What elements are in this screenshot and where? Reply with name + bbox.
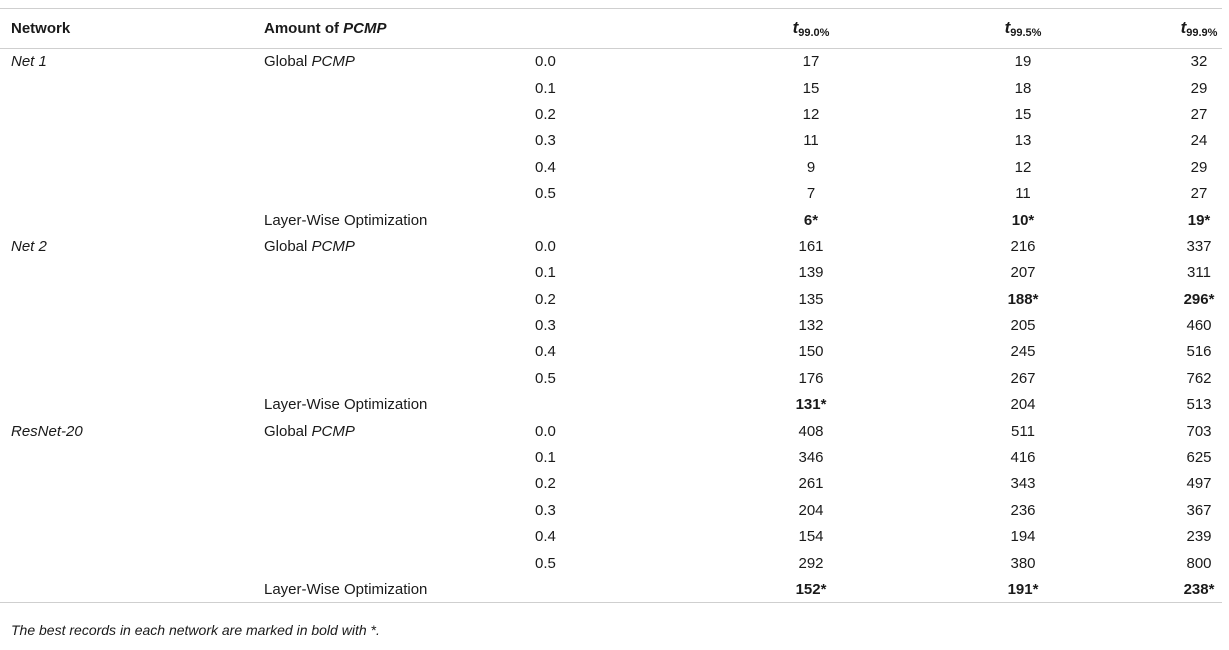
table-row bbox=[0, 233, 1222, 259]
table-row bbox=[0, 339, 1222, 365]
cell-t99-0 bbox=[655, 154, 823, 180]
cell-t99-5 bbox=[823, 128, 1049, 154]
cell-pcmp-value: 0.3 bbox=[535, 317, 556, 335]
header-amount-prefix: Amount of bbox=[264, 20, 344, 37]
cell-t99-5-text: 205 bbox=[1010, 317, 1036, 335]
cell-t99-0-text: 12 bbox=[802, 105, 820, 123]
cell-t99-5 bbox=[823, 550, 1049, 576]
cell-t99-5-text: 19 bbox=[1014, 53, 1032, 71]
cell-network bbox=[0, 101, 264, 127]
cell-t99-0 bbox=[655, 312, 823, 338]
cell-network: Net 2 bbox=[11, 237, 47, 255]
cell-t99-0 bbox=[655, 365, 823, 391]
cell-amount-text: Layer-Wise Optimization bbox=[264, 580, 428, 598]
table-row bbox=[0, 101, 1222, 127]
cell-t99-5 bbox=[823, 576, 1049, 602]
header-amount bbox=[264, 9, 535, 49]
cell-t99-9 bbox=[1049, 180, 1222, 206]
cell-network bbox=[0, 392, 264, 418]
table-row bbox=[0, 207, 1222, 233]
cell-pcmp-value: 0.0 bbox=[535, 237, 556, 255]
cell-t99-9-text: 703 bbox=[1186, 422, 1212, 440]
cell-amount bbox=[264, 49, 535, 75]
cell-pcmp-value: 0.1 bbox=[535, 449, 556, 467]
cell-amount bbox=[264, 550, 535, 576]
table-row bbox=[0, 576, 1222, 602]
cell-t99-0 bbox=[655, 418, 823, 444]
cell-t99-0-text: 176 bbox=[798, 369, 824, 387]
table-body bbox=[0, 49, 1222, 603]
cell-amount-italic: PCMP bbox=[311, 422, 355, 440]
cell-t99-0 bbox=[655, 180, 823, 206]
table-row bbox=[0, 75, 1222, 101]
cell-t99-5-text: 216 bbox=[1010, 237, 1036, 255]
cell-t99-9 bbox=[1049, 524, 1222, 550]
cell-t99-9-text: 337 bbox=[1186, 237, 1212, 255]
cell-t99-5-text: 511 bbox=[1011, 422, 1035, 440]
cell-t99-5-text: 11 bbox=[1015, 185, 1031, 203]
cell-t99-5 bbox=[823, 524, 1049, 550]
cell-t99-5 bbox=[823, 154, 1049, 180]
cell-amount bbox=[264, 497, 535, 523]
cell-t99-9-text: 239 bbox=[1186, 528, 1212, 546]
table-row bbox=[0, 260, 1222, 286]
cell-network bbox=[0, 312, 264, 338]
table-header bbox=[0, 9, 1222, 49]
cell-t99-5-text: 18 bbox=[1014, 79, 1032, 97]
cell-amount bbox=[264, 154, 535, 180]
table-row bbox=[0, 444, 1222, 470]
table-row bbox=[0, 312, 1222, 338]
cell-t99-0 bbox=[655, 233, 823, 259]
cell-t99-9-text: 311 bbox=[1187, 264, 1211, 282]
cell-amount bbox=[264, 471, 535, 497]
cell-pcmp-value: 0.4 bbox=[535, 158, 556, 176]
header-network: Network bbox=[0, 9, 264, 49]
cell-pcmp-value: 0.0 bbox=[535, 422, 556, 440]
table-row bbox=[0, 497, 1222, 523]
cell-t99-9 bbox=[1049, 576, 1222, 602]
cell-network bbox=[0, 207, 264, 233]
cell-t99-0 bbox=[655, 576, 827, 602]
cell-amount bbox=[264, 233, 535, 259]
cell-t99-9-text: 800 bbox=[1186, 554, 1212, 572]
cell-t99-5-text: 204 bbox=[1010, 396, 1036, 414]
cell-t99-0-text: 139 bbox=[798, 264, 824, 282]
cell-amount bbox=[264, 260, 535, 286]
cell-t99-5 bbox=[823, 497, 1049, 523]
cell-t99-9-text: 296* bbox=[1183, 290, 1215, 308]
cell-network bbox=[0, 128, 264, 154]
cell-t99-0 bbox=[655, 444, 823, 470]
cell-network bbox=[0, 154, 264, 180]
cell-t99-5-text: 343 bbox=[1010, 475, 1036, 493]
cell-t99-0-text: 132 bbox=[798, 317, 824, 335]
cell-t99-9 bbox=[1049, 260, 1222, 286]
table-row bbox=[0, 550, 1222, 576]
cell-t99-5-text: 12 bbox=[1014, 158, 1032, 176]
cell-pcmp-value: 0.1 bbox=[535, 79, 556, 97]
cell-t99-0-text: 131* bbox=[795, 396, 827, 414]
cell-t99-0-text: 261 bbox=[798, 475, 824, 493]
cell-amount bbox=[264, 444, 535, 470]
cell-t99-9 bbox=[1049, 101, 1222, 127]
cell-t99-5-text: 15 bbox=[1014, 105, 1032, 123]
cell-t99-9 bbox=[1049, 418, 1222, 444]
cell-t99-5-text: 267 bbox=[1010, 369, 1036, 387]
cell-pcmp-value: 0.2 bbox=[535, 475, 556, 493]
cell-t99-9 bbox=[1049, 365, 1222, 391]
cell-amount bbox=[264, 524, 535, 550]
cell-t99-0 bbox=[655, 75, 823, 101]
cell-t99-5-text: 245 bbox=[1010, 343, 1036, 361]
cell-network bbox=[0, 444, 264, 470]
cell-t99-5 bbox=[823, 286, 1049, 312]
cell-t99-5 bbox=[823, 49, 1049, 75]
header-t2-sub: 99.5% bbox=[1010, 27, 1042, 39]
cell-t99-9-text: 32 bbox=[1190, 53, 1208, 71]
results-table bbox=[0, 8, 1222, 603]
cell-t99-9-text: 460 bbox=[1186, 317, 1212, 335]
header-t3-symbol: t bbox=[1180, 18, 1187, 37]
table-row bbox=[0, 154, 1222, 180]
header-row bbox=[0, 9, 1222, 49]
cell-network bbox=[0, 365, 264, 391]
cell-amount bbox=[264, 339, 535, 365]
cell-t99-9-text: 19* bbox=[1187, 211, 1211, 229]
cell-t99-0 bbox=[655, 497, 823, 523]
cell-amount bbox=[264, 180, 535, 206]
cell-t99-9-text: 29 bbox=[1190, 158, 1208, 176]
cell-t99-9-text: 24 bbox=[1190, 132, 1208, 150]
cell-amount-text: Global bbox=[264, 237, 308, 255]
cell-t99-5 bbox=[823, 339, 1049, 365]
header-t99-9 bbox=[1049, 9, 1222, 49]
cell-t99-9 bbox=[1049, 286, 1222, 312]
cell-t99-0 bbox=[655, 471, 823, 497]
cell-t99-9 bbox=[1049, 75, 1222, 101]
cell-t99-0 bbox=[655, 49, 823, 75]
cell-amount bbox=[264, 101, 535, 127]
cell-amount-text: Global bbox=[264, 422, 308, 440]
table-row bbox=[0, 49, 1222, 75]
header-t99-0 bbox=[655, 9, 830, 49]
cell-t99-5-text: 13 bbox=[1014, 132, 1032, 150]
cell-t99-5 bbox=[823, 101, 1049, 127]
table-footnote: The best records in each network are marked in bold with *. bbox=[11, 622, 380, 638]
cell-pcmp-value: 0.0 bbox=[535, 53, 556, 71]
cell-pcmp-value: 0.4 bbox=[535, 343, 556, 361]
cell-t99-9 bbox=[1049, 550, 1222, 576]
cell-t99-5-text: 188* bbox=[1007, 290, 1039, 308]
cell-network bbox=[0, 260, 264, 286]
table-row bbox=[0, 180, 1222, 206]
header-amount-italic: PCMP bbox=[343, 20, 387, 37]
cell-t99-9-text: 238* bbox=[1183, 580, 1215, 598]
cell-amount-text: Global bbox=[264, 53, 308, 71]
cell-t99-9 bbox=[1049, 312, 1222, 338]
cell-amount-text: Layer-Wise Optimization bbox=[264, 396, 428, 414]
cell-t99-5 bbox=[823, 418, 1049, 444]
cell-network bbox=[0, 75, 264, 101]
cell-t99-0-text: 292 bbox=[798, 554, 824, 572]
cell-t99-5-text: 416 bbox=[1010, 449, 1036, 467]
cell-pcmp-value bbox=[535, 576, 655, 602]
cell-pcmp-value: 0.2 bbox=[535, 290, 556, 308]
cell-amount bbox=[264, 286, 535, 312]
cell-pcmp-value bbox=[535, 207, 655, 233]
cell-amount bbox=[264, 207, 535, 233]
cell-network bbox=[0, 524, 264, 550]
cell-t99-0-text: 154 bbox=[798, 528, 824, 546]
cell-t99-9 bbox=[1049, 392, 1222, 418]
table-row bbox=[0, 128, 1222, 154]
cell-amount-text: Layer-Wise Optimization bbox=[264, 211, 428, 229]
cell-t99-0-text: 15 bbox=[802, 79, 820, 97]
cell-t99-5-text: 10* bbox=[1011, 211, 1035, 229]
cell-t99-5 bbox=[823, 312, 1049, 338]
cell-t99-0-text: 9 bbox=[806, 158, 816, 176]
cell-network bbox=[0, 339, 264, 365]
cell-t99-0 bbox=[655, 339, 823, 365]
cell-t99-5 bbox=[823, 392, 1049, 418]
cell-t99-9-text: 27 bbox=[1190, 185, 1208, 203]
header-t2-symbol: t bbox=[1004, 18, 1011, 37]
cell-t99-5-text: 194 bbox=[1010, 528, 1036, 546]
cell-t99-0-text: 135 bbox=[798, 290, 824, 308]
cell-amount bbox=[264, 128, 535, 154]
cell-t99-0-text: 7 bbox=[806, 185, 816, 203]
table-row bbox=[0, 392, 1222, 418]
cell-t99-0-text: 346 bbox=[798, 449, 824, 467]
cell-network bbox=[0, 550, 264, 576]
table-row bbox=[0, 524, 1222, 550]
cell-network: Net 1 bbox=[11, 53, 47, 71]
cell-t99-9 bbox=[1049, 497, 1222, 523]
header-value bbox=[535, 9, 655, 49]
cell-t99-0-text: 6* bbox=[803, 211, 819, 229]
cell-t99-0 bbox=[655, 286, 823, 312]
cell-amount-italic: PCMP bbox=[311, 53, 355, 71]
header-t3-sub: 99.9% bbox=[1186, 27, 1218, 39]
cell-amount bbox=[264, 392, 535, 418]
cell-pcmp-value: 0.1 bbox=[535, 264, 556, 282]
cell-pcmp-value: 0.3 bbox=[535, 501, 556, 519]
cell-amount-italic: PCMP bbox=[311, 237, 355, 255]
cell-t99-0 bbox=[655, 128, 823, 154]
table-row bbox=[0, 418, 1222, 444]
cell-pcmp-value: 0.3 bbox=[535, 132, 556, 150]
cell-t99-0-text: 161 bbox=[798, 237, 824, 255]
cell-pcmp-value: 0.5 bbox=[535, 369, 556, 387]
cell-t99-5 bbox=[823, 233, 1049, 259]
cell-pcmp-value: 0.2 bbox=[535, 105, 556, 123]
cell-t99-9-text: 27 bbox=[1190, 105, 1208, 123]
cell-t99-0 bbox=[655, 207, 823, 233]
table-row bbox=[0, 365, 1222, 391]
cell-amount bbox=[264, 576, 535, 602]
cell-t99-0-text: 152* bbox=[795, 580, 827, 598]
cell-t99-5 bbox=[823, 180, 1049, 206]
cell-t99-0-text: 17 bbox=[802, 53, 820, 71]
cell-t99-0 bbox=[655, 101, 823, 127]
cell-t99-5-text: 380 bbox=[1010, 554, 1036, 572]
cell-amount bbox=[264, 75, 535, 101]
cell-amount bbox=[264, 418, 535, 444]
cell-network: ResNet-20 bbox=[11, 422, 83, 440]
cell-t99-9-text: 516 bbox=[1186, 343, 1212, 361]
cell-t99-5 bbox=[823, 471, 1049, 497]
cell-network bbox=[0, 180, 264, 206]
cell-t99-9-text: 497 bbox=[1186, 475, 1212, 493]
cell-t99-5 bbox=[823, 75, 1049, 101]
cell-t99-9-text: 513 bbox=[1186, 396, 1212, 414]
cell-pcmp-value: 0.5 bbox=[535, 554, 556, 572]
cell-t99-5-text: 236 bbox=[1010, 501, 1036, 519]
cell-t99-0 bbox=[655, 550, 823, 576]
cell-t99-5 bbox=[823, 260, 1049, 286]
cell-network bbox=[0, 286, 264, 312]
cell-t99-0-text: 150 bbox=[798, 343, 824, 361]
header-t1-sub: 99.0% bbox=[798, 27, 830, 39]
cell-t99-9 bbox=[1049, 471, 1222, 497]
table-row bbox=[0, 471, 1222, 497]
cell-t99-5 bbox=[823, 365, 1049, 391]
cell-t99-9-text: 367 bbox=[1186, 501, 1212, 519]
cell-t99-9 bbox=[1049, 128, 1222, 154]
cell-amount bbox=[264, 312, 535, 338]
cell-t99-0 bbox=[655, 524, 823, 550]
cell-t99-5-text: 191* bbox=[1007, 580, 1039, 598]
cell-t99-9 bbox=[1049, 154, 1222, 180]
cell-t99-5-text: 207 bbox=[1010, 264, 1036, 282]
cell-t99-9 bbox=[1049, 339, 1222, 365]
cell-amount bbox=[264, 365, 535, 391]
cell-t99-9 bbox=[1049, 233, 1222, 259]
cell-t99-0-text: 408 bbox=[798, 422, 824, 440]
cell-t99-9-text: 625 bbox=[1186, 449, 1212, 467]
cell-network bbox=[0, 471, 264, 497]
table-row bbox=[0, 286, 1222, 312]
cell-network bbox=[0, 576, 264, 602]
header-t99-5 bbox=[823, 9, 1049, 49]
cell-t99-9-text: 762 bbox=[1186, 369, 1212, 387]
cell-pcmp-value bbox=[535, 392, 655, 418]
cell-t99-9 bbox=[1049, 207, 1222, 233]
cell-t99-5 bbox=[823, 207, 1049, 233]
cell-pcmp-value: 0.5 bbox=[535, 185, 556, 203]
header-t1-symbol: t bbox=[792, 18, 799, 37]
cell-pcmp-value: 0.4 bbox=[535, 528, 556, 546]
cell-t99-9-text: 29 bbox=[1190, 79, 1208, 97]
cell-t99-0 bbox=[655, 260, 823, 286]
cell-t99-9 bbox=[1049, 444, 1222, 470]
cell-t99-9 bbox=[1049, 49, 1222, 75]
cell-t99-5 bbox=[823, 444, 1049, 470]
cell-t99-0 bbox=[655, 392, 827, 418]
cell-network bbox=[0, 497, 264, 523]
cell-t99-0-text: 204 bbox=[798, 501, 824, 519]
cell-t99-0-text: 11 bbox=[803, 132, 819, 150]
